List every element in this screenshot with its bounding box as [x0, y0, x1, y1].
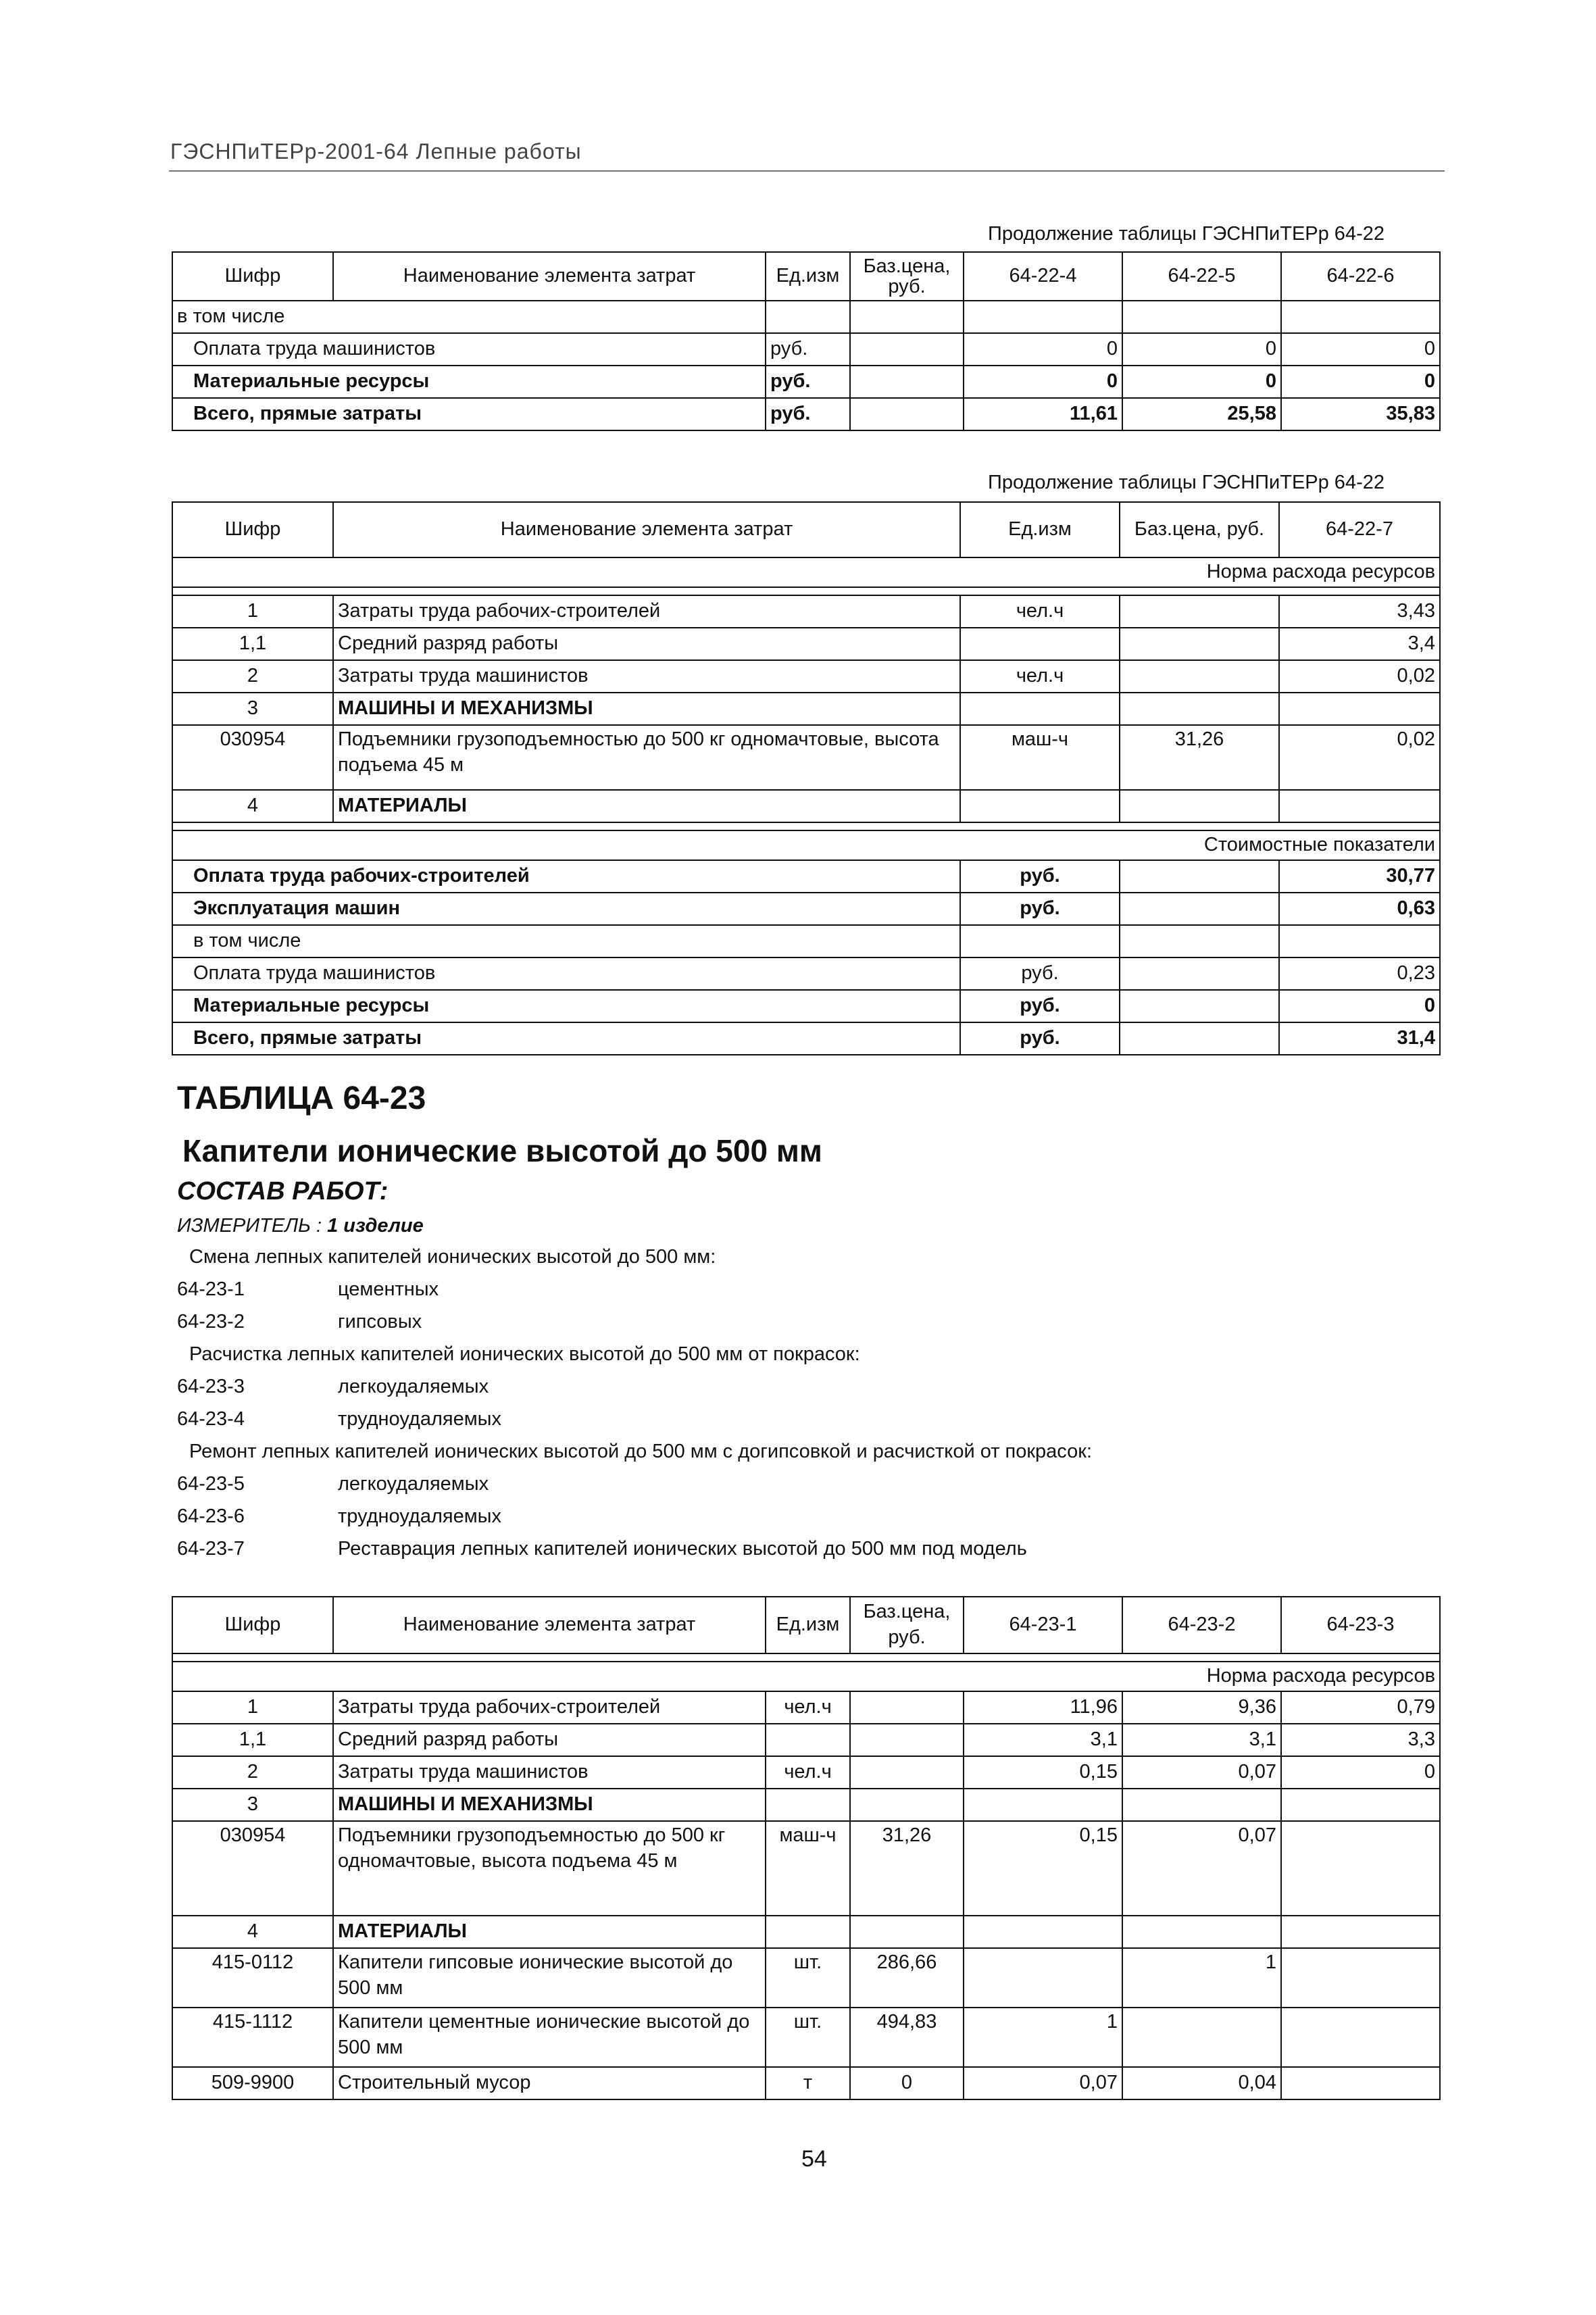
norm-label: Норма расхода ресурсов [172, 557, 1440, 587]
works-item [177, 1273, 1434, 1305]
row-value: 3,4 [1279, 628, 1440, 660]
col-header-code: Шифр [172, 252, 333, 301]
row-unit [960, 628, 1120, 660]
row-name: Всего, прямые затраты [172, 1022, 960, 1055]
table-row [172, 1916, 1440, 1948]
col-header-unit: Ед.изм [766, 1597, 850, 1653]
row-value: 0 [1122, 333, 1281, 366]
row-code: 1,1 [172, 1724, 333, 1756]
row-name: Материальные ресурсы [172, 366, 766, 398]
col-header-code-value: 64-22-5 [1122, 252, 1281, 301]
table-row [172, 1948, 1440, 2008]
row-unit: руб. [766, 398, 850, 430]
table-row [172, 725, 1440, 790]
table-row [172, 2067, 1440, 2099]
row-value: 0,02 [1279, 725, 1440, 790]
table-row [172, 1691, 1440, 1724]
row-value: 0 [1281, 333, 1440, 366]
table-row [172, 990, 1440, 1022]
works-code: 64-23-4 [177, 1408, 245, 1430]
row-name: Затраты труда рабочих-строителей [333, 1691, 766, 1724]
continuation-label-1: Продолжение таблицы ГЭСНПиТЕРр 64-22 [988, 223, 1385, 245]
row-value: 3,1 [1122, 1724, 1281, 1756]
row-unit: чел.ч [960, 660, 1120, 693]
row-unit: руб. [960, 957, 1120, 990]
row-code: 1,1 [172, 628, 333, 660]
table-row [172, 660, 1440, 693]
row-code: 030954 [172, 1821, 333, 1916]
row-name: Материальные ресурсы [172, 990, 960, 1022]
works-group-heading: Расчистка лепных капителей ионических высотой до 500 мм от покрасок: [189, 1343, 860, 1365]
row-value [964, 1948, 1122, 2008]
table-64-22-part-b [172, 501, 1441, 1055]
row-name: Средний разряд работы [333, 1724, 766, 1756]
row-name: Капители гипсовые ионические высотой до 500 мм [333, 1948, 766, 2008]
col-header-unit: Ед.изм [960, 502, 1120, 557]
works-text: гипсовых [338, 1311, 422, 1333]
row-name: Затраты труда машинистов [333, 1756, 766, 1789]
row-name: Средний разряд работы [333, 628, 960, 660]
meter-line [177, 1215, 424, 1237]
row-value: 0,02 [1279, 660, 1440, 693]
cost-label: Стоимостные показатели [172, 830, 1440, 860]
row-value: 0,07 [1122, 1756, 1281, 1789]
row-value [1281, 2067, 1440, 2099]
row-name: Оплата труда машинистов [172, 957, 960, 990]
row-unit: т [766, 2067, 850, 2099]
row-name: Строительный мусор [333, 2067, 766, 2099]
row-name: Затраты труда машинистов [333, 660, 960, 693]
row-value: 0,79 [1281, 1691, 1440, 1724]
row-value: 0 [964, 333, 1122, 366]
row-value: 9,36 [1122, 1691, 1281, 1724]
row-value: 30,77 [1279, 860, 1440, 893]
works-code: 64-23-6 [177, 1505, 245, 1527]
continuation-label-2: Продолжение таблицы ГЭСНПиТЕРр 64-22 [988, 472, 1385, 493]
row-name: Оплата труда рабочих-строителей [172, 860, 960, 893]
table-row [172, 1724, 1440, 1756]
table-number-heading: ТАБЛИЦА 64-23 [177, 1080, 426, 1116]
row-price: 286,66 [850, 1948, 964, 2008]
col-header-name: Наименование элемента затрат [333, 1597, 766, 1653]
row-unit: шт. [766, 1948, 850, 2008]
works-text: легкоудаляемых [338, 1473, 489, 1495]
works-list [177, 1241, 1434, 1565]
works-code: 64-23-1 [177, 1278, 245, 1300]
row-price [1120, 595, 1279, 628]
table-row [172, 1756, 1440, 1789]
row-value: 31,4 [1279, 1022, 1440, 1055]
running-header: ГЭСНПиТЕРр-2001-64 Лепные работы [170, 139, 582, 164]
col-header-name: Наименование элемента затрат [333, 252, 766, 301]
row-unit [766, 1724, 850, 1756]
row-value: 35,83 [1281, 398, 1440, 430]
row-unit: руб. [766, 333, 850, 366]
row-value: 0,63 [1279, 893, 1440, 925]
row-value: 11,96 [964, 1691, 1122, 1724]
meter-label: ИЗМЕРИТЕЛЬ : [177, 1215, 322, 1237]
table-row [172, 1789, 1440, 1821]
works-item [177, 1533, 1434, 1565]
row-name: МАТЕРИАЛЫ [333, 790, 960, 822]
table-row [172, 790, 1440, 822]
works-text: цементных [338, 1278, 439, 1300]
row-value: 0,15 [964, 1756, 1122, 1789]
row-code: 1 [172, 595, 333, 628]
meter-value: 1 изделие [327, 1215, 424, 1237]
row-price [850, 1691, 964, 1724]
col-header-code-value: 64-23-2 [1122, 1597, 1281, 1653]
row-value [1281, 2008, 1440, 2067]
row-unit: шт. [766, 2008, 850, 2067]
row-code: 4 [172, 790, 333, 822]
row-value: 0 [1281, 1756, 1440, 1789]
row-code: 509-9900 [172, 2067, 333, 2099]
works-group-heading: Смена лепных капителей ионических высотой до 500 мм: [189, 1246, 716, 1268]
row-name: МАШИНЫ И МЕХАНИЗМЫ [333, 693, 960, 725]
row-value: 3,3 [1281, 1724, 1440, 1756]
row-value: 0,23 [1279, 957, 1440, 990]
col-header-code-value: 64-23-3 [1281, 1597, 1440, 1653]
row-price: 494,83 [850, 2008, 964, 2067]
row-value: 0,07 [1122, 1821, 1281, 1916]
row-code: 2 [172, 1756, 333, 1789]
table-64-23 [172, 1596, 1441, 2100]
table-row [172, 333, 1440, 366]
row-price [850, 1756, 964, 1789]
table-row [172, 1022, 1440, 1055]
row-name: МАШИНЫ И МЕХАНИЗМЫ [333, 1789, 766, 1821]
row-unit: руб. [960, 893, 1120, 925]
row-value [1281, 1948, 1440, 2008]
row-value: 0,07 [964, 2067, 1122, 2099]
col-header-code-value: 64-23-1 [964, 1597, 1122, 1653]
row-price [850, 1724, 964, 1756]
row-unit: руб. [960, 860, 1120, 893]
col-header-price: Баз.цена, руб. [850, 252, 964, 301]
row-code: 4 [172, 1916, 333, 1948]
col-header-price: Баз.цена, руб. [850, 1597, 964, 1653]
row-value: 25,58 [1122, 398, 1281, 430]
works-text: трудноудаляемых [338, 1408, 501, 1430]
row-unit: чел.ч [766, 1691, 850, 1724]
table-row [172, 2008, 1440, 2067]
row-value: 1 [1122, 1948, 1281, 2008]
row-name: Всего, прямые затраты [172, 398, 766, 430]
row-value: 0 [1281, 366, 1440, 398]
table-row [172, 893, 1440, 925]
table-row [172, 860, 1440, 893]
row-unit: руб. [960, 1022, 1120, 1055]
row-value: 11,61 [964, 398, 1122, 430]
row-name: Капители цементные ионические высотой до 500 мм [333, 2008, 766, 2067]
row-name: Затраты труда рабочих-строителей [333, 595, 960, 628]
row-price: 0 [850, 2067, 964, 2099]
works-code: 64-23-5 [177, 1473, 245, 1495]
row-name: в том числе [172, 301, 766, 333]
row-code: 2 [172, 660, 333, 693]
row-name: Эксплуатация машин [172, 893, 960, 925]
row-value: 3,43 [1279, 595, 1440, 628]
works-code: 64-23-2 [177, 1311, 245, 1333]
row-price [1120, 660, 1279, 693]
works-item [177, 1468, 1434, 1500]
table-row [172, 628, 1440, 660]
table-64-22-part-a [172, 251, 1441, 431]
col-header-price: Баз.цена, руб. [1120, 502, 1279, 557]
table-row [172, 398, 1440, 430]
row-price: 31,26 [850, 1821, 964, 1916]
row-code: 030954 [172, 725, 333, 790]
row-code: 1 [172, 1691, 333, 1724]
col-header-unit: Ед.изм [766, 252, 850, 301]
row-unit: чел.ч [960, 595, 1120, 628]
works-heading: СОСТАВ РАБОТ: [177, 1177, 389, 1205]
col-header-code: Шифр [172, 1597, 333, 1653]
row-name: Оплата труда машинистов [172, 333, 766, 366]
section-title: Капители ионические высотой до 500 мм [182, 1133, 822, 1168]
col-header-name: Наименование элемента затрат [333, 502, 960, 557]
table-row [172, 1821, 1440, 1916]
row-code: 415-0112 [172, 1948, 333, 2008]
col-header-code-value: 64-22-6 [1281, 252, 1440, 301]
row-name: Подъемники грузоподъемностью до 500 кг одномачтовые, высота подъема 45 м [333, 1821, 766, 1916]
works-code: 64-23-7 [177, 1538, 245, 1560]
row-unit: руб. [766, 366, 850, 398]
row-value: 0 [1279, 990, 1440, 1022]
row-unit: руб. [960, 990, 1120, 1022]
works-text: легкоудаляемых [338, 1376, 489, 1397]
row-price [1120, 628, 1279, 660]
table-row [172, 366, 1440, 398]
table-row [172, 595, 1440, 628]
table-row [172, 925, 1440, 957]
col-header-code: Шифр [172, 502, 333, 557]
row-value: 0,15 [964, 1821, 1122, 1916]
row-code: 3 [172, 693, 333, 725]
works-text: Реставрация лепных капителей ионических высотой до 500 мм под модель [338, 1538, 1027, 1560]
works-group-heading: Ремонт лепных капителей ионических высотой до 500 мм с догипсовкой и расчисткой от покрасок: [189, 1441, 1093, 1462]
row-value: 0 [964, 366, 1122, 398]
norm-label: Норма расхода ресурсов [172, 1662, 1440, 1691]
row-name: в том числе [172, 925, 960, 957]
row-unit: маш-ч [960, 725, 1120, 790]
header-rule [169, 170, 1445, 172]
table-row [172, 957, 1440, 990]
table-row [172, 693, 1440, 725]
col-header-code-value: 64-22-4 [964, 252, 1122, 301]
works-item [177, 1305, 1434, 1338]
works-item [177, 1500, 1434, 1533]
col-header-code-value: 64-22-7 [1279, 502, 1440, 557]
row-value: 1 [964, 2008, 1122, 2067]
row-name: Подъемники грузоподъемностью до 500 кг одномачтовые, высота подъема 45 м [333, 725, 960, 790]
row-value: 0,04 [1122, 2067, 1281, 2099]
works-item [177, 1370, 1434, 1403]
row-unit: маш-ч [766, 1821, 850, 1916]
row-value: 0 [1122, 366, 1281, 398]
row-value [1281, 1821, 1440, 1916]
row-unit: чел.ч [766, 1756, 850, 1789]
row-code: 3 [172, 1789, 333, 1821]
works-code: 64-23-3 [177, 1376, 245, 1397]
table-row [172, 301, 1440, 333]
row-name: МАТЕРИАЛЫ [333, 1916, 766, 1948]
works-text: трудноудаляемых [338, 1505, 501, 1527]
row-value: 3,1 [964, 1724, 1122, 1756]
works-item [177, 1403, 1434, 1435]
row-code: 415-1112 [172, 2008, 333, 2067]
row-price: 31,26 [1120, 725, 1279, 790]
row-value [1122, 2008, 1281, 2067]
page-number: 54 [801, 2146, 827, 2172]
